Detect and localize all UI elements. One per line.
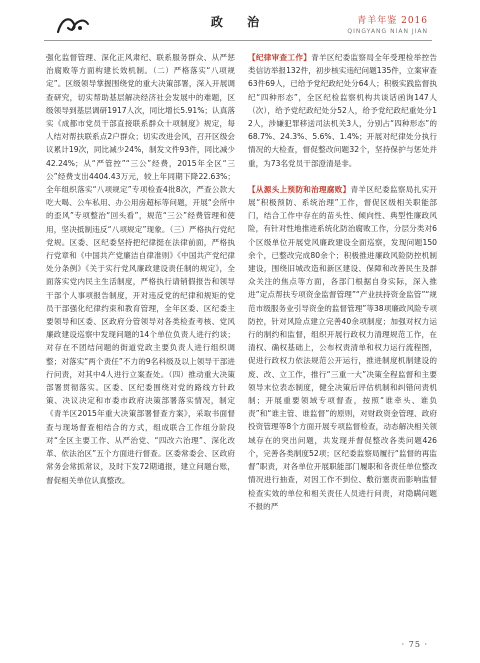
right-column [248,51,437,513]
page-number: · 75 · [401,640,428,649]
yearbook-pinyin: QINGYANG NIAN JIAN [347,28,428,35]
corruption-prevention-text: 青羊区纪委监察局扎实开展“积极预防、系统治理”工作，督促区级相关职能部门，结合工作中存在的苗头性、倾向性、典型性廉政风险，有针对性地推进系统化防治腐败工作，分层分类对6个区级单位开展党风廉政建设全面巡察，发现问题150余个，已整改完成80余个；积极推进廉政风险防控机制建设，围绕旧城改造和新区建设、保障和改善民生及群众关注的焦点等方面，各部门根据自身实际，深入推进“定点帮扶专项资金监督管理”“产业扶持资金监管”“规范市级服务业引导资金的监督管理”等38项廉政风险专项防控，针对风险点建立完善40余项制度；加强对权力运行的制约和监督，组织开展行政权力清理规范工作，在清权、确权基础上，公布权责清单和权力运行流程图，促进行政权力依法规范公开运行，推进制度机制建设的废、改、立工作，推行“三重一大”决策全程监督和主要领导末位表态制度，健全决策后评估机制和纠错问责机制；开展重要领域专项督查，按照“谁牵头、谁负责”和“谁主管、谁监督”的原则，对财政资金管理、政府投资管理等8个方面开展专项监督检查，动态解决相关领域存在的突出问题，共发现并督促整改各类问题426个，完善各类制度52项；区纪委监察局履行“监督的再监督”职责，对各单位开展职能部门履职和各责任单位整改情况进行抽查，对因工作不到位、敷衍塞责而影响监督检查实效的单位和相关责任人员进行问责，对隐瞒问题不报的严 [248,184,438,511]
header-divider [44,40,432,41]
left-column [46,51,235,487]
page-header [0,0,480,46]
discipline-review-heading: 【纪律审查工作】 [248,53,312,62]
section-title: 政 治 [210,15,270,29]
corruption-prevention-heading: 【从源头上预防和治理腐败】 [248,184,351,194]
discipline-review-text: 青羊区纪委监察局全年受理检举控告类信访举报132件，初步核实违纪问题135件，立案审查63件69人，已给予党纪政纪处分64人；积极实践监督执纪“四种形态”，全区纪检监察机构共谈话函询147人（次），给予党纪政纪处分52人，给予党纪政纪重处分12人，涉嫌犯罪移送司法机关3人，分别占“四种形态”的68.7%、24.3%、5.6%、1.4%；开展对纪律处分执行情况的大检查，督促整改问题32个，坚持保护与惩处并重，为73名党员干部澄清是非。 [248,53,438,168]
left-column-text: 强化监督管理、深化正风肃纪、联系服务群众、从严惩治腐败等方面构建长效机制。（二）严格落实“八项规定”。区级领导掌握围绕党的重大决策部署，深入开展调查研究，切实帮助基层解决经济社会发展中的难题，区级领导到基层调研1917人次，同比增长5.91%；认真落实《成都市党员干部直接联系群众十项制度》规定，每人结对帮扶联系点2户群众；切实改进会风，召开区级会议累计19次，同比减少24%，制发文件93件，同比减少42.24%；从“严管控”“三公”经费，2015年全区“三公”经费支出4404.43万元，较上年同期下降22.63%；全年组织落实“八项规定”专项检查4批8次，严查公款大吃大喝、公车私用、办公用房超标等问题，开展“会所中的歪风”专项整治“回头看”，规范“三公”经费管理和使用，坚决抵制违反“八项规定”现象。（三）严格执行党纪党规。区委、区纪委坚持把纪律挺在法律前面，严格执行党章和《中国共产党廉洁自律准则》《中国共产党纪律处分条例》《关于实行党风廉政建设责任制的规定》，全面落实党内民主生活制度，严格执行请销假报告和领导干部个人事项报告制度，开对违反党的纪律和规矩的党员干部强化纪律约束和教育管理，全年区委、区纪委主要领导和区委、区政府分管领导对各类检查考核、党风廉政建设巡察中发现问题的14个单位负责人进行约谈；对存在不团结问题的街道党政主要负责人进行组织调整；对落实“两个责任”不力的9名科级及以上领导干部进行问责，对其中4人进行立案查处。（四）推动重大决策部署贯彻落实。区委、区纪委围绕对党的路线方针政策、决议决定和市委市政府决策部署落实情况，制定《青羊区2015年重大决策部署督查方案》，采取书面督查与现场督查相结合的方式，组成联合工作组分阶段对“全区主要工作、从严治党、“四改六治理”、深化改革、依法治区”五个方面进行督查。区委常委会、区政府常务会常抓常议，及时下发72期通报，建立问题台账，督促相关单位认真整改。 [46,53,235,485]
discipline-review-paragraph [248,51,437,170]
corruption-prevention-paragraph [248,183,437,513]
yearbook-title: 青羊年鉴 2016 [357,16,428,26]
